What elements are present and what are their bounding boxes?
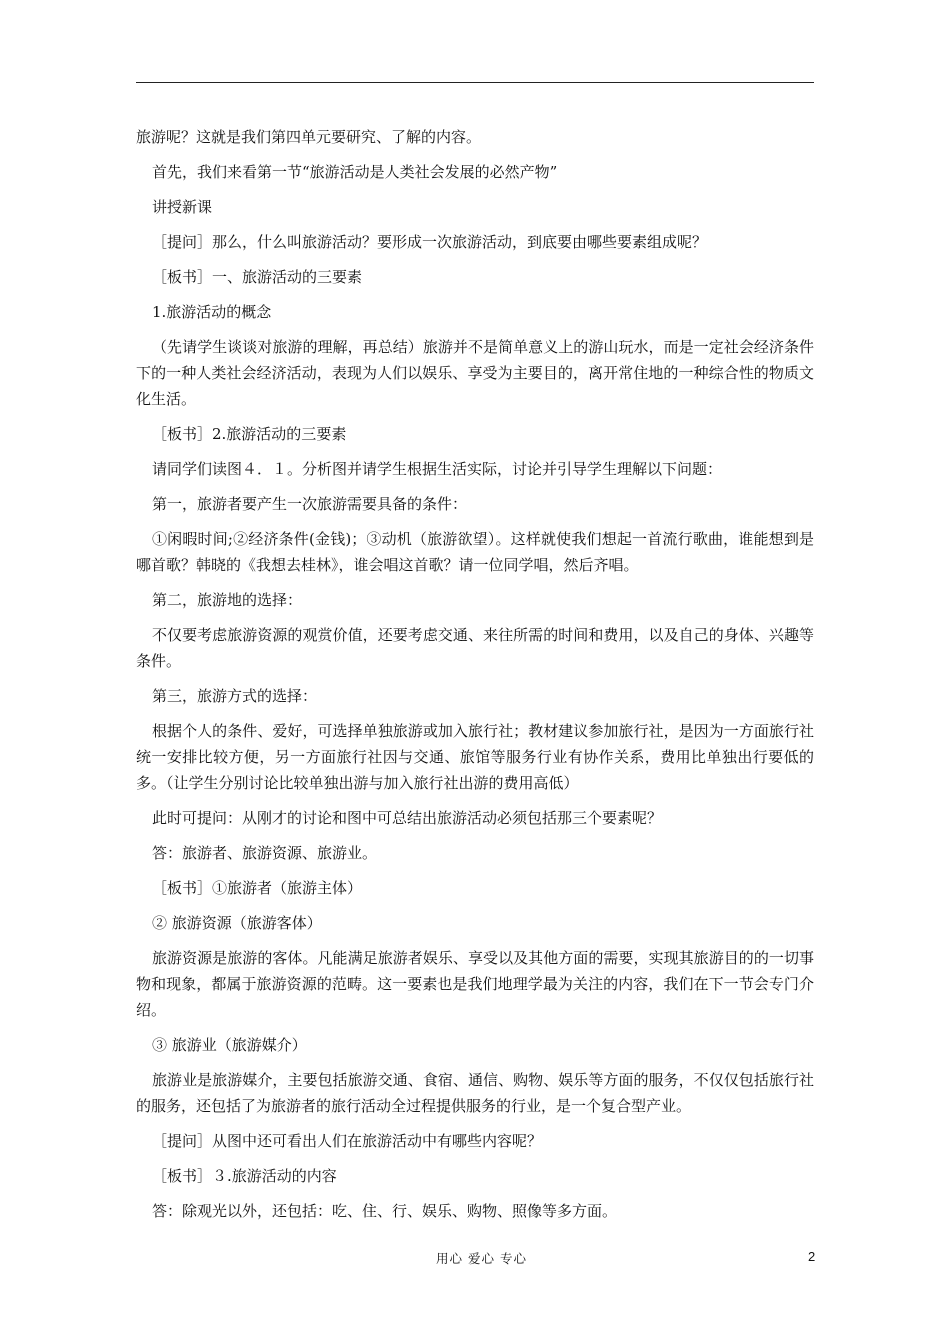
paragraph: 答：除观光以外，还包括：吃、住、行、娱乐、购物、照像等多方面。: [152, 1202, 618, 1220]
paragraph: 请同学们读图４．１。分析图并请学生根据生活实际，讨论并引导学生理解以下问题：: [152, 460, 723, 478]
header-rule: [136, 82, 814, 83]
paragraph: 答：旅游者、旅游资源、旅游业。: [152, 844, 378, 862]
paragraph: 旅游呢？这就是我们第四单元要研究、了解的内容。: [136, 128, 482, 146]
paragraph: 第二，旅游地的选择：: [152, 591, 303, 609]
document-body: [136, 124, 814, 1233]
paragraph: 旅游业是旅游媒介，主要包括旅游交通、食宿、通信、购物、娱乐等方面的服务，不仅仅包括旅行社的服务，还包括了为旅游者的旅行活动全过程提供服务的行业，是一个复合型产业。: [136, 1071, 814, 1115]
page-footer: [0, 1249, 950, 1269]
paragraph: ③ 旅游业（旅游媒介）: [152, 1036, 307, 1054]
paragraph: ［提问］从图中还可看出人们在旅游活动中有哪些内容呢？: [152, 1132, 543, 1150]
paragraph: 此时可提问：从刚才的讨论和图中可总结出旅游活动必须包括那三个要素呢？: [152, 809, 663, 827]
section-heading: 讲授新课: [152, 198, 213, 216]
paragraph: 第一，旅游者要产生一次旅游需要具备的条件：: [152, 495, 468, 513]
paragraph: 不仅要考虑旅游资源的观赏价值，还要考虑交通、来往所需的时间和费用，以及自己的身体、兴趣等条件。: [136, 626, 814, 670]
board-note: ［板书］３.旅游活动的内容: [152, 1167, 337, 1185]
paragraph: 首先，我们来看第一节“旅游活动是人类社会发展的必然产物”: [152, 163, 558, 181]
paragraph: （先请学生谈谈对旅游的理解，再总结）旅游并不是简单意义上的游山玩水，而是一定社会经济条件下的一种人类社会经济活动，表现为人们以娱乐、享受为主要目的，离开常住地的一种综合性的物质文化生活。: [136, 338, 814, 408]
board-note: ［板书］2.旅游活动的三要素: [152, 425, 347, 443]
paragraph: 根据个人的条件、爱好，可选择单独旅游或加入旅行社；教材建议参加旅行社，是因为一方面旅行社统一安排比较方便，另一方面旅行社因与交通、旅馆等服务行业有协作关系，费用比单独出行要低的多。（让学生分别讨论比较单独出游与加入旅行社出游的费用高低）: [136, 722, 814, 792]
board-note: ［板书］①旅游者（旅游主体）: [152, 879, 363, 897]
paragraph: 1.旅游活动的概念: [152, 303, 272, 321]
footer-text: 用心 爱心 专心: [436, 1251, 527, 1266]
paragraph: ［提问］那么，什么叫旅游活动？要形成一次旅游活动，到底要由哪些要素组成呢？: [152, 233, 708, 251]
paragraph: ①闲暇时间;②经济条件(金钱)；③动机（旅游欲望）。这样就使我们想起一首流行歌曲，谁能想到是哪首歌？韩晓的《我想去桂林》，谁会唱这首歌？请一位同学唱，然后齐唱。: [136, 530, 814, 574]
page-number: 2: [808, 1249, 816, 1264]
board-note: ［板书］一、旅游活动的三要素: [152, 268, 363, 286]
paragraph: ② 旅游资源（旅游客体）: [152, 914, 322, 932]
paragraph: 第三，旅游方式的选择：: [152, 687, 318, 705]
paragraph: 旅游资源是旅游的客体。凡能满足旅游者娱乐、享受以及其他方面的需要，实现其旅游目的的一切事物和现象，都属于旅游资源的范畴。这一要素也是我们地理学最为关注的内容，我们在下一节会专门介绍。: [136, 949, 814, 1019]
